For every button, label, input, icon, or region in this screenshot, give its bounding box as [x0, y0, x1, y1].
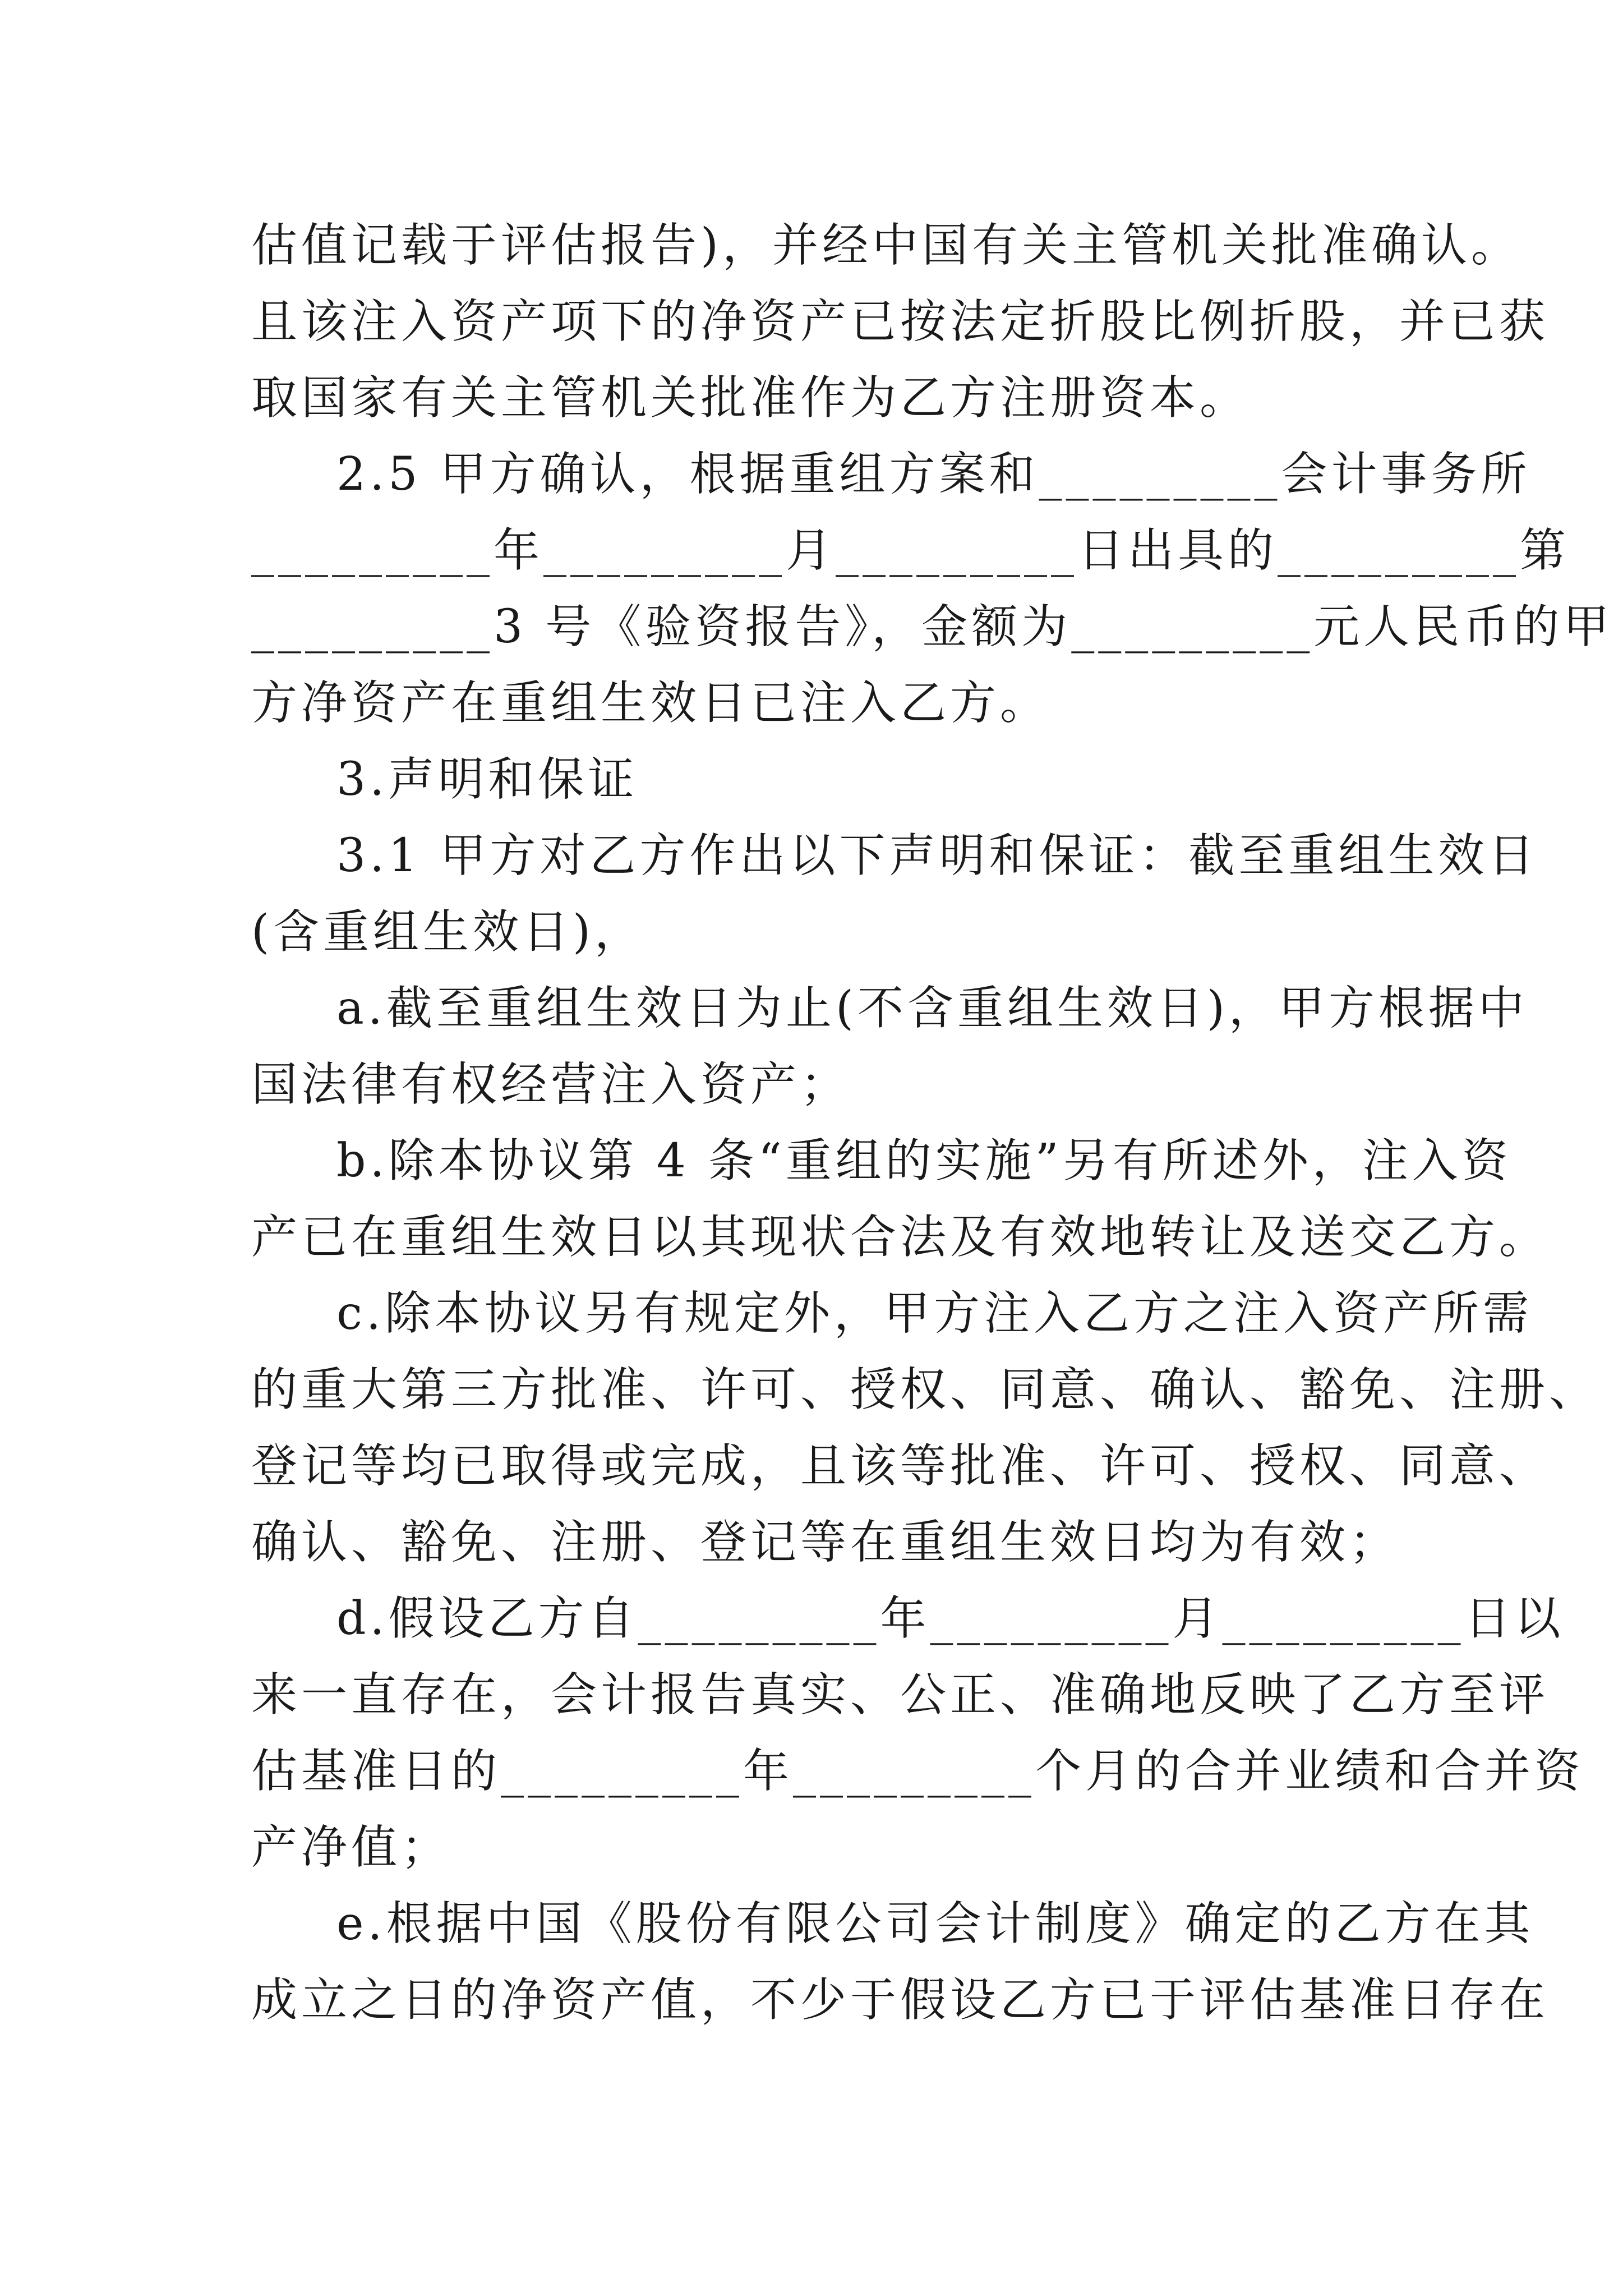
- text-line: (含重组生效日)，: [251, 905, 644, 959]
- text-line: 产净值；: [251, 1821, 451, 1874]
- text-line: 国法律有权经营注入资产；: [251, 1058, 851, 1111]
- section-heading: 3.声明和保证: [336, 753, 638, 806]
- text-line: _________3 号《验资报告》，金额为_________元人民币的甲: [251, 600, 1613, 654]
- text-line: 取国家有关主管机关批准作为乙方注册资本。: [251, 371, 1250, 425]
- text-line: _________年_________月_________日出具的_________第: [251, 524, 1570, 577]
- text-line: e.根据中国《股份有限公司会计制度》确定的乙方在其: [336, 1897, 1534, 1950]
- text-line: 产已在重组生效日以其现状合法及有效地转让及送交乙方。: [251, 1211, 1550, 1264]
- text-line: d.假设乙方自_________年_________月_________日以: [336, 1592, 1565, 1645]
- text-line: 的重大第三方批准、许可、授权、同意、确认、豁免、注册、: [251, 1363, 1599, 1416]
- text-line: 估基准日的_________年_________个月的合并业绩和合并资: [251, 1745, 1585, 1798]
- text-line: b.除本协议第 4 条“重组的实施”另有所述外，注入资: [336, 1134, 1512, 1188]
- text-line: 3.1 甲方对乙方作出以下声明和保证：截至重组生效日: [336, 829, 1538, 882]
- text-line: a.截至重组生效日为止(不含重组生效日)，甲方根据中: [336, 982, 1528, 1035]
- text-line: 成立之日的净资产值，不少于假设乙方已于评估基准日存在: [251, 1973, 1550, 2027]
- text-line: 2.5 甲方确认，根据重组方案和_________会计事务所: [336, 448, 1531, 501]
- text-line: 登记等均已取得或完成，且该等批准、许可、授权、同意、: [251, 1439, 1550, 1493]
- text-line: c.除本协议另有规定外，甲方注入乙方之注入资产所需: [336, 1287, 1533, 1340]
- text-line: 且该注入资产项下的净资产已按法定折股比例折股，并已获: [251, 295, 1550, 348]
- text-line: 方净资产在重组生效日已注入乙方。: [251, 677, 1050, 730]
- text-line: 估值记载于评估报告)，并经中国有关主管机关批准确认。: [251, 219, 1521, 272]
- text-line: 确认、豁免、注册、登记等在重组生效日均为有效；: [251, 1516, 1400, 1569]
- text-line: 来一直存在，会计报告真实、公正、准确地反映了乙方至评: [251, 1668, 1550, 1722]
